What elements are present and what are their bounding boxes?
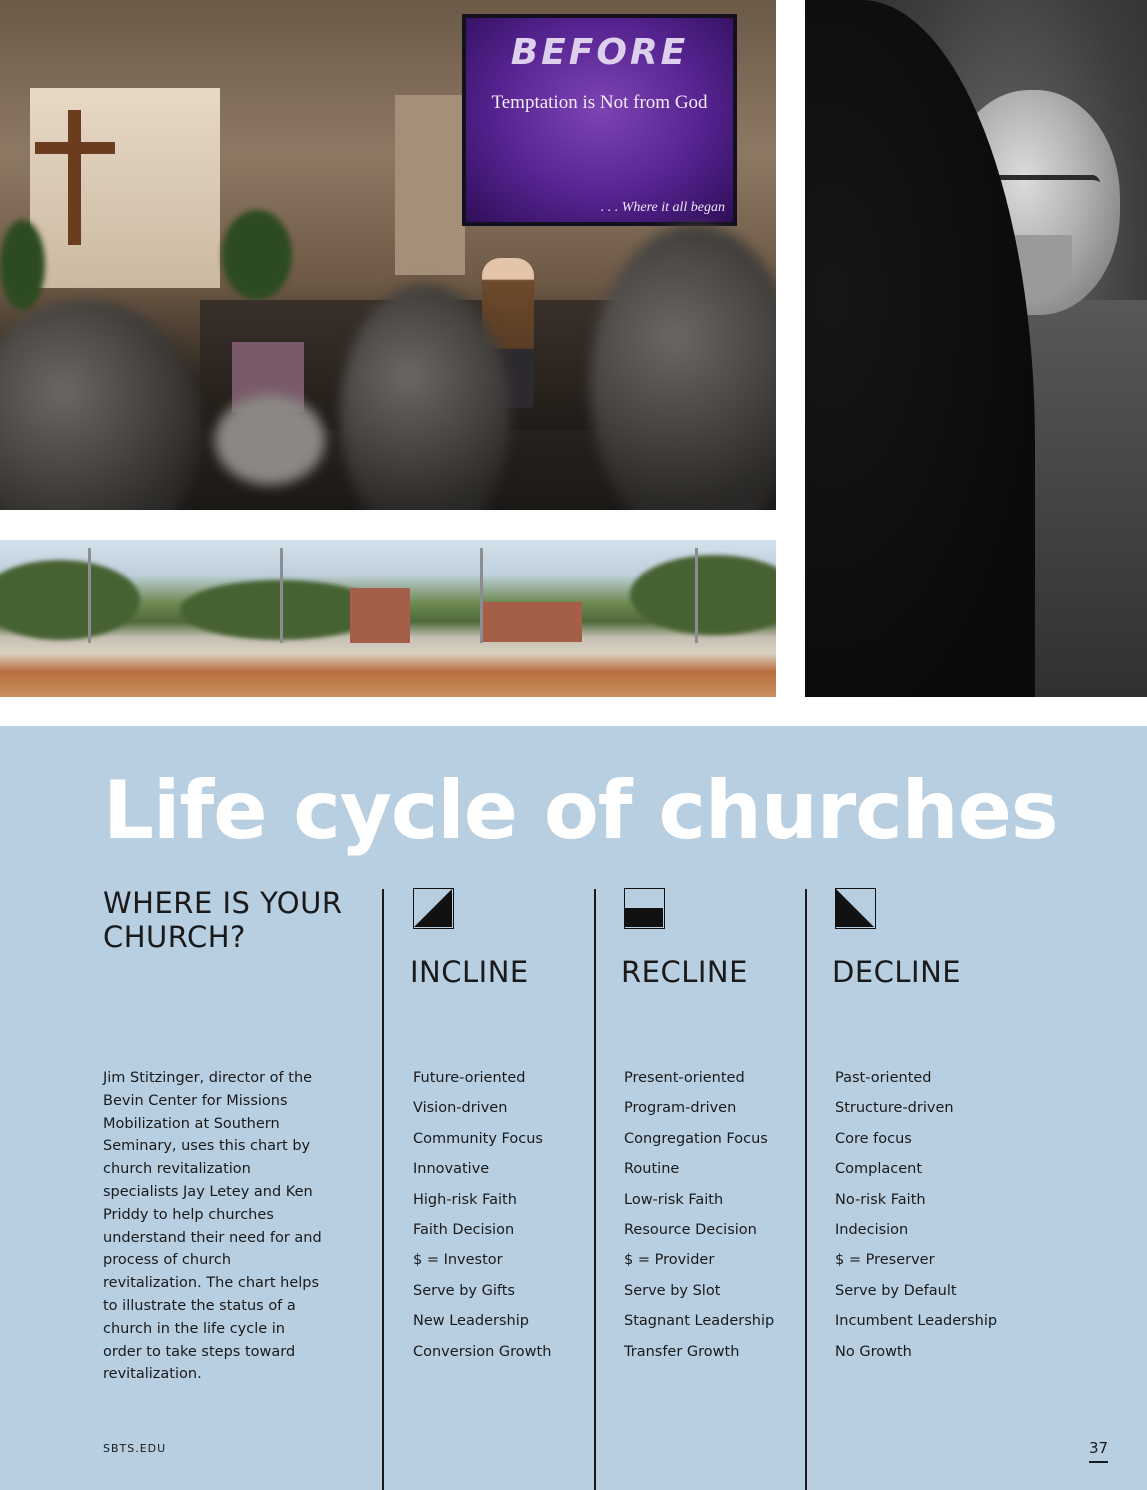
stage-column-decline xyxy=(832,888,1032,1360)
stage-title: RECLINE xyxy=(621,955,748,989)
page-number: 37 xyxy=(1089,1439,1108,1463)
list-item: Complacent xyxy=(835,1161,923,1178)
plant xyxy=(222,210,292,300)
list-item: Incumbent Leadership xyxy=(835,1313,998,1330)
list-item: No Growth xyxy=(835,1343,912,1360)
list-item: Serve by Slot xyxy=(624,1282,721,1299)
decline-icon xyxy=(835,888,876,929)
list-item: No-risk Faith xyxy=(835,1191,926,1208)
list-item: High-risk Faith xyxy=(413,1191,517,1208)
audience-head xyxy=(215,395,325,485)
sanctuary-photo xyxy=(0,0,776,510)
list-item: Vision-driven xyxy=(413,1100,508,1117)
list-item: New Leadership xyxy=(413,1313,529,1330)
trait-list xyxy=(835,1067,997,1371)
list-item: Future-oriented xyxy=(413,1070,526,1086)
screen-text: Temptation is Not from God xyxy=(491,92,708,113)
sanctuary-panel xyxy=(395,95,465,275)
ballfield-photo xyxy=(0,540,776,697)
list-item: Stagnant Leadership xyxy=(624,1313,775,1330)
column-divider xyxy=(382,889,384,1490)
cross-beam xyxy=(35,142,115,154)
light-pole xyxy=(88,548,91,643)
trait-list xyxy=(413,1067,551,1371)
building xyxy=(350,588,410,643)
list-item: Core focus xyxy=(835,1130,912,1147)
cross-icon xyxy=(68,110,81,245)
stage-title: INCLINE xyxy=(410,955,529,989)
portrait-photo xyxy=(805,0,1147,697)
projection-screen xyxy=(462,14,737,226)
audience-head xyxy=(0,300,200,510)
sanctuary-wall xyxy=(30,88,220,288)
list-item: Innovative xyxy=(413,1161,490,1178)
life-cycle-section xyxy=(0,726,1147,1490)
stage-column-recline xyxy=(621,888,821,1360)
list-item: Structure-driven xyxy=(835,1100,954,1117)
list-item: Past-oriented xyxy=(835,1070,932,1086)
list-item: $ = Preserver xyxy=(835,1252,935,1269)
page-title: Life cycle of churches xyxy=(103,764,1058,857)
list-item: $ = Provider xyxy=(624,1252,715,1269)
list-item: Resource Decision xyxy=(624,1221,757,1238)
incline-icon xyxy=(413,888,454,929)
light-pole xyxy=(280,548,283,643)
footer-site-link[interactable]: SBTS.EDU xyxy=(103,1442,167,1455)
list-item: Congregation Focus xyxy=(624,1130,768,1147)
list-item: Present-oriented xyxy=(624,1070,745,1086)
trees xyxy=(630,555,776,635)
list-item: Serve by Gifts xyxy=(413,1282,515,1299)
list-item: Transfer Growth xyxy=(624,1343,740,1360)
stage-column-incline xyxy=(410,888,610,1360)
list-item: Program-driven xyxy=(624,1100,737,1117)
trait-list xyxy=(624,1067,774,1371)
list-item: Low-risk Faith xyxy=(624,1191,724,1208)
building xyxy=(482,602,582,642)
screen-footer: . . . Where it all began xyxy=(600,200,725,215)
list-item: Conversion Growth xyxy=(413,1343,552,1360)
intro-paragraph: Jim Stitzinger, director of the Bevin Center for Missions Mobilization at Southern Seminary, uses this chart by church revitalization specialists Jay Letey and Ken Priddy to help churches understand their need for and process of church revitalization. The chart helps to illustrate the status of a church in the life cycle in order to take steps toward revitalization. xyxy=(103,1070,322,1383)
list-item: Indecision xyxy=(835,1221,909,1238)
list-item: Routine xyxy=(624,1161,680,1178)
plant xyxy=(0,220,45,310)
recline-icon xyxy=(624,888,665,929)
light-pole xyxy=(480,548,483,643)
screen-heading: BEFORE xyxy=(510,32,689,73)
list-item: Faith Decision xyxy=(413,1221,515,1238)
list-item: $ = Investor xyxy=(413,1252,503,1269)
audience-head xyxy=(590,225,776,510)
light-pole xyxy=(695,548,698,643)
list-item: Serve by Default xyxy=(835,1282,957,1299)
stage-title: DECLINE xyxy=(832,955,962,989)
list-item: Community Focus xyxy=(413,1130,543,1147)
section-question: WHERE IS YOUR CHURCH? xyxy=(103,886,343,954)
trees xyxy=(0,560,140,640)
